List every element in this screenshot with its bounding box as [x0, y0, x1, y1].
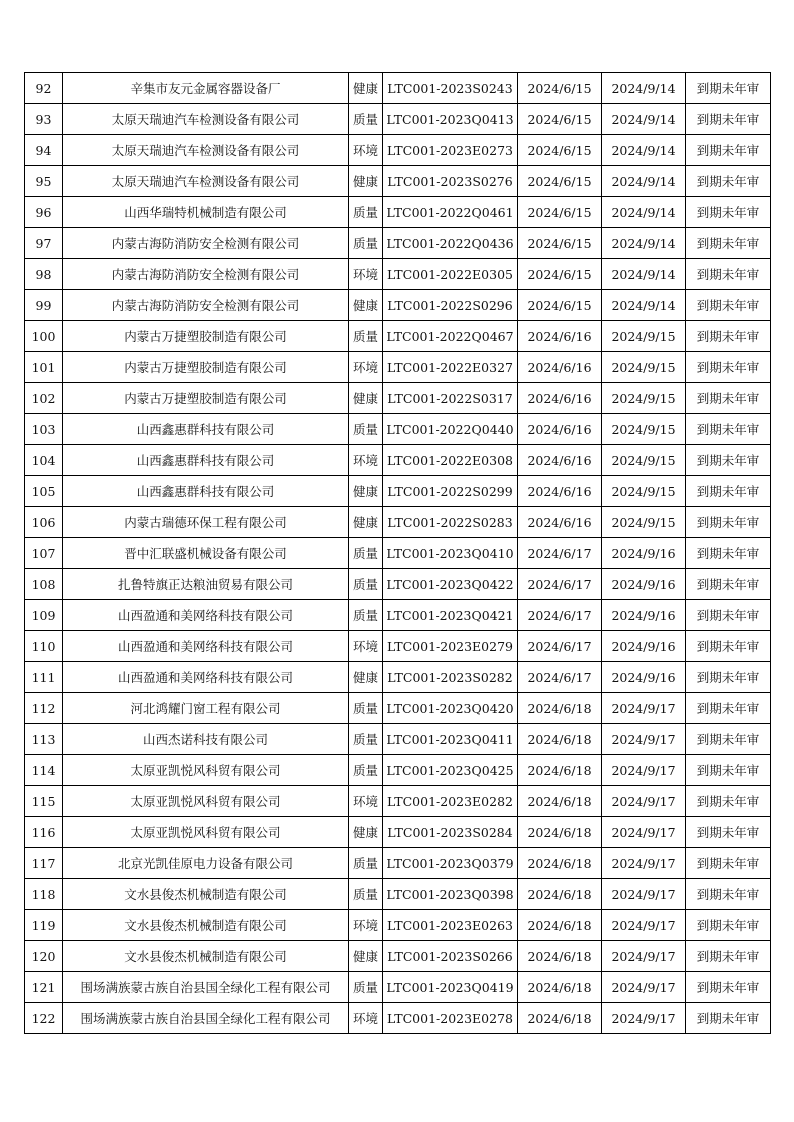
table-row [25, 1003, 771, 1034]
table-row [25, 321, 771, 352]
company-name: 内蒙古瑞德环保工程有限公司 [63, 507, 349, 538]
row-number: 97 [25, 228, 63, 259]
company-name: 围场满族蒙古族自治县国全绿化工程有限公司 [63, 1003, 349, 1034]
status-cell: 到期未年审 [686, 197, 771, 228]
deadline-date: 2024/9/14 [602, 135, 686, 166]
status-cell: 到期未年审 [686, 259, 771, 290]
status-cell: 到期未年审 [686, 445, 771, 476]
audit-due-date: 2024/6/17 [518, 569, 602, 600]
deadline-date: 2024/9/15 [602, 445, 686, 476]
status-cell: 到期未年审 [686, 507, 771, 538]
cert-number: LTC001-2022E0308 [383, 445, 518, 476]
status-cell: 到期未年审 [686, 693, 771, 724]
audit-due-date: 2024/6/17 [518, 538, 602, 569]
audit-due-date: 2024/6/17 [518, 662, 602, 693]
audit-due-date: 2024/6/18 [518, 693, 602, 724]
row-number: 101 [25, 352, 63, 383]
table-row [25, 228, 771, 259]
deadline-date: 2024/9/16 [602, 569, 686, 600]
row-number: 103 [25, 414, 63, 445]
row-number: 117 [25, 848, 63, 879]
audit-due-date: 2024/6/16 [518, 383, 602, 414]
company-name: 山西杰诺科技有限公司 [63, 724, 349, 755]
status-cell: 到期未年审 [686, 848, 771, 879]
cert-type: 健康 [349, 383, 383, 414]
deadline-date: 2024/9/17 [602, 724, 686, 755]
company-name: 太原亚凯悦风科贸有限公司 [63, 786, 349, 817]
cert-type: 质量 [349, 972, 383, 1003]
deadline-date: 2024/9/15 [602, 321, 686, 352]
company-name: 太原天瑞迪汽车检测设备有限公司 [63, 135, 349, 166]
cert-number: LTC001-2023Q0379 [383, 848, 518, 879]
cert-number: LTC001-2022Q0436 [383, 228, 518, 259]
row-number: 104 [25, 445, 63, 476]
status-cell: 到期未年审 [686, 1003, 771, 1034]
audit-due-date: 2024/6/18 [518, 848, 602, 879]
cert-number: LTC001-2023Q0420 [383, 693, 518, 724]
audit-due-date: 2024/6/18 [518, 879, 602, 910]
deadline-date: 2024/9/14 [602, 290, 686, 321]
table-row [25, 972, 771, 1003]
status-cell: 到期未年审 [686, 135, 771, 166]
deadline-date: 2024/9/17 [602, 1003, 686, 1034]
company-name: 围场满族蒙古族自治县国全绿化工程有限公司 [63, 972, 349, 1003]
cert-number: LTC001-2022S0283 [383, 507, 518, 538]
table-row [25, 941, 771, 972]
row-number: 114 [25, 755, 63, 786]
row-number: 116 [25, 817, 63, 848]
row-number: 109 [25, 600, 63, 631]
company-name: 太原亚凯悦风科贸有限公司 [63, 817, 349, 848]
row-number: 115 [25, 786, 63, 817]
deadline-date: 2024/9/15 [602, 476, 686, 507]
certificate-table [24, 72, 771, 1034]
table-row [25, 507, 771, 538]
table-row [25, 197, 771, 228]
cert-type: 质量 [349, 600, 383, 631]
status-cell: 到期未年审 [686, 879, 771, 910]
cert-type: 健康 [349, 507, 383, 538]
table-row [25, 414, 771, 445]
row-number: 113 [25, 724, 63, 755]
cert-number: LTC001-2023E0279 [383, 631, 518, 662]
deadline-date: 2024/9/17 [602, 786, 686, 817]
audit-due-date: 2024/6/15 [518, 135, 602, 166]
audit-due-date: 2024/6/18 [518, 786, 602, 817]
row-number: 119 [25, 910, 63, 941]
company-name: 内蒙古海防消防安全检测有限公司 [63, 290, 349, 321]
table-row [25, 259, 771, 290]
audit-due-date: 2024/6/16 [518, 321, 602, 352]
cert-number: LTC001-2022S0317 [383, 383, 518, 414]
cert-type: 环境 [349, 135, 383, 166]
deadline-date: 2024/9/15 [602, 414, 686, 445]
cert-type: 环境 [349, 259, 383, 290]
audit-due-date: 2024/6/18 [518, 941, 602, 972]
deadline-date: 2024/9/15 [602, 352, 686, 383]
status-cell: 到期未年审 [686, 817, 771, 848]
cert-type: 健康 [349, 290, 383, 321]
cert-type: 质量 [349, 538, 383, 569]
deadline-date: 2024/9/14 [602, 104, 686, 135]
audit-due-date: 2024/6/18 [518, 817, 602, 848]
status-cell: 到期未年审 [686, 228, 771, 259]
deadline-date: 2024/9/14 [602, 259, 686, 290]
status-cell: 到期未年审 [686, 941, 771, 972]
cert-number: LTC001-2023Q0422 [383, 569, 518, 600]
row-number: 110 [25, 631, 63, 662]
status-cell: 到期未年审 [686, 476, 771, 507]
status-cell: 到期未年审 [686, 538, 771, 569]
deadline-date: 2024/9/14 [602, 73, 686, 104]
cert-number: LTC001-2022E0305 [383, 259, 518, 290]
cert-number: LTC001-2023Q0413 [383, 104, 518, 135]
audit-due-date: 2024/6/17 [518, 600, 602, 631]
row-number: 120 [25, 941, 63, 972]
cert-type: 质量 [349, 569, 383, 600]
row-number: 99 [25, 290, 63, 321]
deadline-date: 2024/9/16 [602, 662, 686, 693]
cert-number: LTC001-2023S0266 [383, 941, 518, 972]
status-cell: 到期未年审 [686, 73, 771, 104]
cert-type: 质量 [349, 104, 383, 135]
table-row [25, 135, 771, 166]
row-number: 111 [25, 662, 63, 693]
cert-number: LTC001-2023Q0425 [383, 755, 518, 786]
row-number: 92 [25, 73, 63, 104]
company-name: 文水县俊杰机械制造有限公司 [63, 910, 349, 941]
company-name: 太原天瑞迪汽车检测设备有限公司 [63, 104, 349, 135]
cert-type: 环境 [349, 445, 383, 476]
table-row [25, 817, 771, 848]
row-number: 121 [25, 972, 63, 1003]
status-cell: 到期未年审 [686, 972, 771, 1003]
company-name: 山西华瑞特机械制造有限公司 [63, 197, 349, 228]
row-number: 112 [25, 693, 63, 724]
status-cell: 到期未年审 [686, 352, 771, 383]
deadline-date: 2024/9/16 [602, 600, 686, 631]
cert-number: LTC001-2022S0296 [383, 290, 518, 321]
row-number: 108 [25, 569, 63, 600]
deadline-date: 2024/9/17 [602, 879, 686, 910]
status-cell: 到期未年审 [686, 414, 771, 445]
table-row [25, 73, 771, 104]
row-number: 98 [25, 259, 63, 290]
deadline-date: 2024/9/17 [602, 755, 686, 786]
company-name: 山西鑫惠群科技有限公司 [63, 445, 349, 476]
cert-type: 环境 [349, 910, 383, 941]
table-row [25, 600, 771, 631]
deadline-date: 2024/9/15 [602, 383, 686, 414]
cert-number: LTC001-2023E0263 [383, 910, 518, 941]
company-name: 内蒙古万捷塑胶制造有限公司 [63, 321, 349, 352]
row-number: 122 [25, 1003, 63, 1034]
cert-number: LTC001-2023S0284 [383, 817, 518, 848]
company-name: 北京光凯佳原电力设备有限公司 [63, 848, 349, 879]
cert-type: 质量 [349, 755, 383, 786]
deadline-date: 2024/9/17 [602, 972, 686, 1003]
company-name: 扎鲁特旗正达粮油贸易有限公司 [63, 569, 349, 600]
deadline-date: 2024/9/14 [602, 166, 686, 197]
audit-due-date: 2024/6/16 [518, 476, 602, 507]
table-row [25, 538, 771, 569]
row-number: 105 [25, 476, 63, 507]
status-cell: 到期未年审 [686, 600, 771, 631]
audit-due-date: 2024/6/16 [518, 445, 602, 476]
cert-type: 健康 [349, 817, 383, 848]
table-body [25, 73, 771, 1034]
deadline-date: 2024/9/17 [602, 910, 686, 941]
company-name: 辛集市友元金属容器设备厂 [63, 73, 349, 104]
cert-type: 质量 [349, 197, 383, 228]
table-row [25, 476, 771, 507]
table-row [25, 352, 771, 383]
table-row [25, 569, 771, 600]
company-name: 内蒙古海防消防安全检测有限公司 [63, 228, 349, 259]
table-row [25, 631, 771, 662]
audit-due-date: 2024/6/15 [518, 259, 602, 290]
cert-type: 质量 [349, 693, 383, 724]
table-row [25, 383, 771, 414]
status-cell: 到期未年审 [686, 569, 771, 600]
cert-type: 环境 [349, 352, 383, 383]
table-row [25, 786, 771, 817]
cert-number: LTC001-2023E0282 [383, 786, 518, 817]
table-row [25, 693, 771, 724]
cert-type: 健康 [349, 662, 383, 693]
company-name: 内蒙古万捷塑胶制造有限公司 [63, 352, 349, 383]
row-number: 106 [25, 507, 63, 538]
table-row [25, 445, 771, 476]
cert-number: LTC001-2022Q0467 [383, 321, 518, 352]
table-row [25, 910, 771, 941]
audit-due-date: 2024/6/18 [518, 755, 602, 786]
cert-type: 质量 [349, 724, 383, 755]
table-row [25, 755, 771, 786]
status-cell: 到期未年审 [686, 104, 771, 135]
status-cell: 到期未年审 [686, 631, 771, 662]
status-cell: 到期未年审 [686, 383, 771, 414]
cert-number: LTC001-2023S0243 [383, 73, 518, 104]
company-name: 太原天瑞迪汽车检测设备有限公司 [63, 166, 349, 197]
table-row [25, 290, 771, 321]
row-number: 93 [25, 104, 63, 135]
company-name: 太原亚凯悦风科贸有限公司 [63, 755, 349, 786]
company-name: 山西盈通和美网络科技有限公司 [63, 662, 349, 693]
cert-number: LTC001-2023Q0421 [383, 600, 518, 631]
cert-number: LTC001-2023E0273 [383, 135, 518, 166]
company-name: 山西盈通和美网络科技有限公司 [63, 631, 349, 662]
company-name: 山西盈通和美网络科技有限公司 [63, 600, 349, 631]
cert-type: 质量 [349, 848, 383, 879]
status-cell: 到期未年审 [686, 910, 771, 941]
company-name: 河北鸿耀门窗工程有限公司 [63, 693, 349, 724]
cert-number: LTC001-2023S0282 [383, 662, 518, 693]
status-cell: 到期未年审 [686, 724, 771, 755]
cert-type: 质量 [349, 321, 383, 352]
cert-type: 环境 [349, 786, 383, 817]
status-cell: 到期未年审 [686, 166, 771, 197]
cert-type: 健康 [349, 476, 383, 507]
status-cell: 到期未年审 [686, 662, 771, 693]
status-cell: 到期未年审 [686, 290, 771, 321]
deadline-date: 2024/9/17 [602, 848, 686, 879]
cert-type: 环境 [349, 631, 383, 662]
company-name: 内蒙古海防消防安全检测有限公司 [63, 259, 349, 290]
audit-due-date: 2024/6/16 [518, 414, 602, 445]
company-name: 山西鑫惠群科技有限公司 [63, 414, 349, 445]
row-number: 107 [25, 538, 63, 569]
audit-due-date: 2024/6/15 [518, 290, 602, 321]
cert-number: LTC001-2023Q0410 [383, 538, 518, 569]
table-row [25, 724, 771, 755]
company-name: 山西鑫惠群科技有限公司 [63, 476, 349, 507]
cert-number: LTC001-2022Q0440 [383, 414, 518, 445]
row-number: 96 [25, 197, 63, 228]
cert-type: 质量 [349, 879, 383, 910]
deadline-date: 2024/9/17 [602, 693, 686, 724]
audit-due-date: 2024/6/15 [518, 73, 602, 104]
cert-number: LTC001-2023S0276 [383, 166, 518, 197]
cert-type: 环境 [349, 1003, 383, 1034]
audit-due-date: 2024/6/15 [518, 166, 602, 197]
cert-number: LTC001-2023Q0411 [383, 724, 518, 755]
audit-due-date: 2024/6/15 [518, 228, 602, 259]
deadline-date: 2024/9/16 [602, 631, 686, 662]
table-row [25, 662, 771, 693]
row-number: 95 [25, 166, 63, 197]
audit-due-date: 2024/6/15 [518, 197, 602, 228]
cert-number: LTC001-2022Q0461 [383, 197, 518, 228]
status-cell: 到期未年审 [686, 755, 771, 786]
status-cell: 到期未年审 [686, 321, 771, 352]
audit-due-date: 2024/6/18 [518, 724, 602, 755]
audit-due-date: 2024/6/18 [518, 972, 602, 1003]
deadline-date: 2024/9/16 [602, 538, 686, 569]
cert-number: LTC001-2023Q0419 [383, 972, 518, 1003]
deadline-date: 2024/9/14 [602, 197, 686, 228]
table-row [25, 848, 771, 879]
audit-due-date: 2024/6/17 [518, 631, 602, 662]
audit-due-date: 2024/6/16 [518, 507, 602, 538]
row-number: 118 [25, 879, 63, 910]
audit-due-date: 2024/6/18 [518, 910, 602, 941]
cert-type: 质量 [349, 228, 383, 259]
company-name: 文水县俊杰机械制造有限公司 [63, 941, 349, 972]
audit-due-date: 2024/6/15 [518, 104, 602, 135]
company-name: 晋中汇联盛机械设备有限公司 [63, 538, 349, 569]
deadline-date: 2024/9/17 [602, 817, 686, 848]
cert-number: LTC001-2023Q0398 [383, 879, 518, 910]
deadline-date: 2024/9/17 [602, 941, 686, 972]
audit-due-date: 2024/6/18 [518, 1003, 602, 1034]
table-row [25, 166, 771, 197]
cert-type: 健康 [349, 941, 383, 972]
certificate-table-container [24, 72, 771, 1034]
row-number: 102 [25, 383, 63, 414]
table-row [25, 879, 771, 910]
cert-type: 健康 [349, 166, 383, 197]
company-name: 文水县俊杰机械制造有限公司 [63, 879, 349, 910]
company-name: 内蒙古万捷塑胶制造有限公司 [63, 383, 349, 414]
cert-type: 质量 [349, 414, 383, 445]
cert-number: LTC001-2023E0278 [383, 1003, 518, 1034]
deadline-date: 2024/9/14 [602, 228, 686, 259]
row-number: 94 [25, 135, 63, 166]
row-number: 100 [25, 321, 63, 352]
table-row [25, 104, 771, 135]
cert-number: LTC001-2022E0327 [383, 352, 518, 383]
cert-number: LTC001-2022S0299 [383, 476, 518, 507]
audit-due-date: 2024/6/16 [518, 352, 602, 383]
cert-type: 健康 [349, 73, 383, 104]
deadline-date: 2024/9/15 [602, 507, 686, 538]
status-cell: 到期未年审 [686, 786, 771, 817]
